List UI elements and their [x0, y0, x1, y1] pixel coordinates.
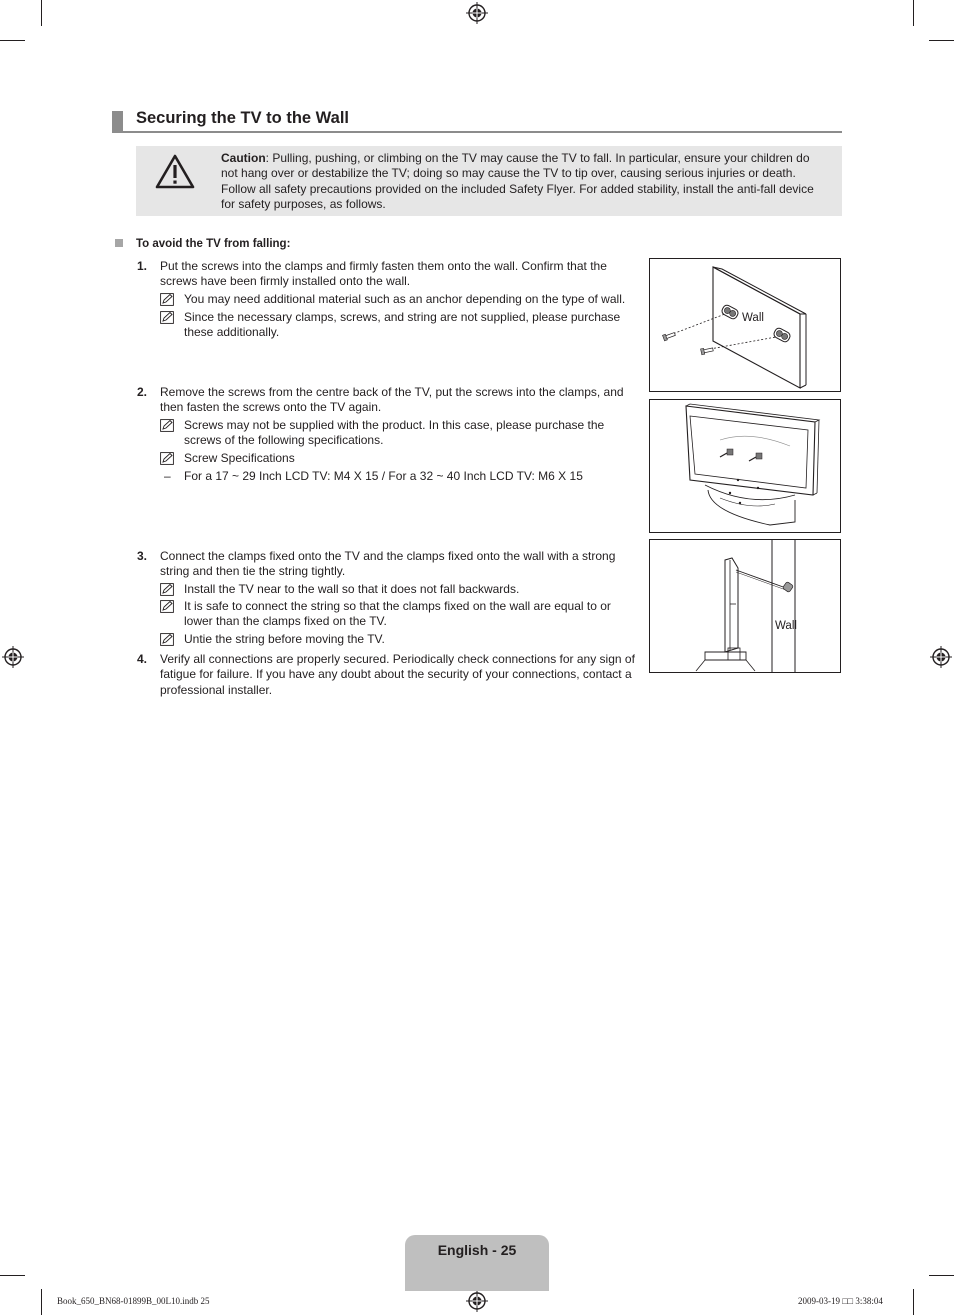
crop-mark [0, 40, 25, 41]
note-icon [160, 311, 174, 324]
note-text: Since the necessary clamps, screws, and string are not supplied, please purchase these additionally. [184, 310, 621, 340]
note-icon [160, 633, 174, 646]
crop-mark [41, 0, 42, 26]
note-text: You may need additional material such as an anchor depending on the type of wall. [184, 292, 626, 306]
crop-mark [41, 1289, 42, 1315]
caution-text [221, 151, 829, 212]
note-icon [160, 600, 174, 613]
tv-back-illustration [650, 400, 840, 532]
print-slug-file: Book_650_BN68-01899B_00L10.indb 25 [57, 1296, 210, 1306]
step-text: Connect the clamps fixed onto the TV and the clamps fixed onto the wall with a strong string and then tie the string tightly. [160, 549, 616, 579]
note-text: Install the TV near to the wall so that it does not fall backwards. [184, 582, 520, 596]
page-title: Securing the TV to the Wall [136, 109, 349, 127]
figure-wall-clamps [649, 258, 841, 392]
note-icon [160, 452, 174, 465]
wall-label: Wall [775, 620, 797, 632]
registration-mark-icon [466, 1290, 488, 1312]
step-number: 1. [137, 259, 148, 273]
step-number: 3. [137, 549, 148, 563]
step-number: 4. [137, 652, 148, 666]
crop-mark [913, 0, 914, 26]
note-text: Untie the string before moving the TV. [184, 632, 385, 646]
section-heading-text: To avoid the TV from falling: [136, 238, 291, 250]
note-icon [160, 419, 174, 432]
page-number: English - 25 [437, 1242, 517, 1258]
caution-body: : Pulling, pushing, or climbing on the TV may cause the TV to fall. In particular, ensure your children do not hang over or destabilize the TV; doing so may cause the TV to tip over, causing serious injuries or death. Follow all safety precautions provided on the included Safety Flyer. For added stability, install the anti-fall device for safety purposes, as follows. [221, 151, 814, 211]
crop-mark [913, 1289, 914, 1315]
print-slug-date: 2009-03-19 □□ 3:38:04 [798, 1296, 883, 1306]
warning-triangle-icon [155, 154, 195, 190]
step-text: Verify all connections are properly secured. Periodically check connections for any sign of fatigue for failure. If you have any doubt about the security of your connections, contact a professional installer. [160, 652, 635, 697]
crop-mark [929, 1275, 954, 1276]
step-number: 2. [137, 385, 148, 399]
wall-clamps-illustration [650, 259, 840, 391]
crop-mark [0, 1275, 25, 1276]
registration-mark-icon [2, 646, 24, 668]
tv-string-illustration [650, 540, 840, 672]
registration-mark-icon [466, 2, 488, 24]
note-icon [160, 293, 174, 306]
section-heading [115, 238, 290, 250]
note-text: Screw Specifications [184, 451, 295, 465]
note-text: It is safe to connect the string so that the clamps fixed on the wall are equal to or lower than the clamps fixed on the TV. [184, 599, 611, 629]
bullet-square-icon [115, 239, 123, 247]
figure-tv-back [649, 399, 841, 533]
crop-mark [929, 40, 954, 41]
note-text: Screws may not be supplied with the product. In this case, please purchase the screws of the following specifications. [184, 418, 605, 448]
wall-label: Wall [742, 312, 764, 324]
title-marker [112, 111, 123, 132]
step-text: Put the screws into the clamps and firmly fasten them onto the wall. Confirm that the screws have been firmly installed onto the wall. [160, 259, 607, 289]
title-rule [112, 131, 842, 133]
spec-dash: – [164, 469, 171, 483]
screw-spec-text: For a 17 ~ 29 Inch LCD TV: M4 X 15 / For a 32 ~ 40 Inch LCD TV: M6 X 15 [184, 469, 583, 483]
note-icon [160, 583, 174, 596]
figure-tv-string [649, 539, 841, 673]
caution-label: Caution [221, 151, 266, 165]
step-text: Remove the screws from the centre back of the TV, put the screws into the clamps, and then fasten the screws onto the TV again. [160, 385, 624, 415]
registration-mark-icon [930, 646, 952, 668]
